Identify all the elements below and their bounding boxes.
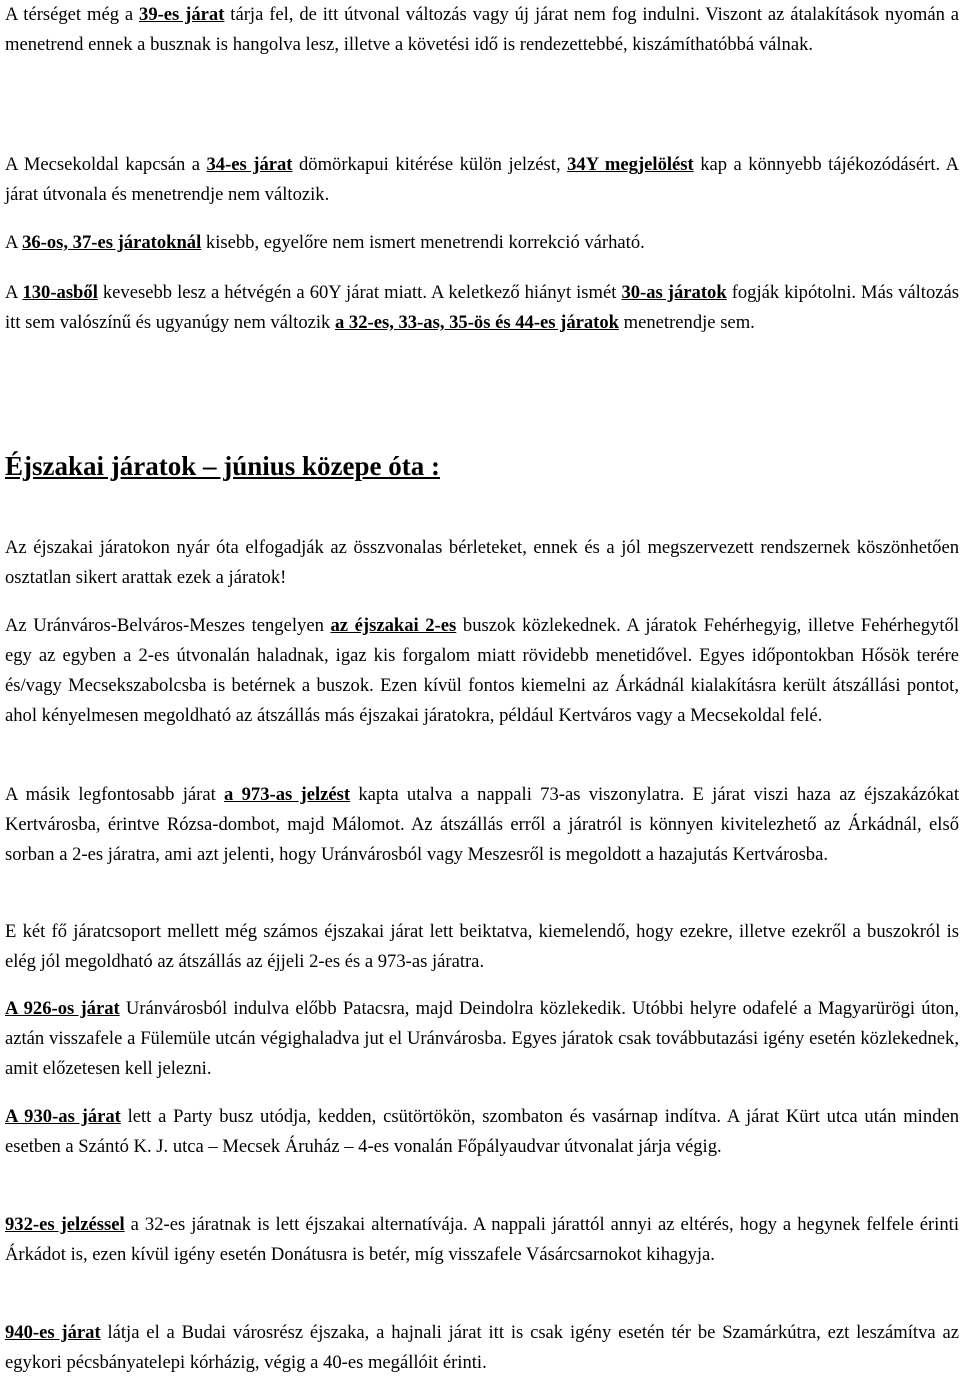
paragraph-text: Az éjszakai járatokon nyár óta elfogadják az összvonalas bérleteket, ennek és a jól megszervezett rendszernek köszönhetően osztatlan sikert arattak ezek a járatok! bbox=[5, 537, 959, 588]
route-highlight: 30-as járatok bbox=[621, 282, 727, 303]
paragraph-text: E két fő járatcsoport mellett még számos éjszakai járat lett beiktatva, kiemelendő, hogy ezekre, illetve ezekről a buszokról is elég jól megoldható az átszállás az éjjeli 2-es és a 973-as járatra. bbox=[5, 921, 959, 972]
route-highlight: 130-asből bbox=[22, 282, 98, 303]
paragraph-text: A másik legfontosabb járat bbox=[5, 784, 225, 805]
paragraph-text: Uránvárosból indulva előbb Patacsra, majd Deindolra közlekedik. Utóbbi helyre odafelé a Magyarürögi úton, aztán visszafele a Fülemüle utcán végighaladva jut el Uránvárosba. Egyes járatok csak továbbutazási igény esetén közlekednek, amit előzetesen kell jelezni. bbox=[5, 998, 960, 1079]
paragraph-text: kap a könnyebb tájékozódásért. A járat útvonala és menetrendje nem változik. bbox=[5, 154, 960, 205]
route-highlight: 940-es járat bbox=[5, 1322, 101, 1343]
paragraph-text: menetrendje sem. bbox=[619, 312, 755, 333]
paragraph-text: A bbox=[5, 282, 23, 303]
section-heading-night-routes: Éjszakai járatok – június közepe óta : bbox=[5, 451, 441, 481]
paragraph-night-route-930 bbox=[5, 1102, 959, 1162]
paragraph-text: A Mecsekoldal kapcsán a bbox=[5, 154, 207, 175]
paragraph-night-route-940 bbox=[5, 1318, 959, 1378]
paragraph-text: dömörkapui kitérése külön jelzést, bbox=[292, 154, 568, 175]
paragraph-text: A térséget még a bbox=[5, 4, 140, 25]
paragraph-route-39 bbox=[5, 0, 959, 60]
route-highlight: A 926-os járat bbox=[5, 998, 120, 1019]
route-highlight: a 973-as jelzést bbox=[224, 784, 351, 805]
route-highlight: 36-os, 37-es járatoknál bbox=[22, 232, 202, 253]
paragraph-text: fogják kipótolni. Más változás itt sem valószínű és ugyanúgy nem változik bbox=[5, 282, 959, 333]
paragraph-text: kapta utalva a nappali 73-as viszonylatra. E járat viszi haza az éjszakázókat Kertvárosba, érintve Rózsa-dombot, majd Málomot. Az átszállás erről a járatról is könnyen kivitelezhető az Árkádnál, első sorban a 2-es járatra, ami azt jelenti, hogy Uránvárosból vagy Meszesről is megoldott a hazajutás Kertvárosba. bbox=[5, 784, 959, 865]
paragraph-route-36-37 bbox=[5, 228, 959, 258]
paragraph-text: Az Uránváros-Belváros-Meszes tengelyen bbox=[5, 615, 331, 636]
route-highlight: a 32-es, 33-as, 35-ös és 44-es járatok bbox=[334, 312, 620, 333]
route-highlight: 39-es járat bbox=[139, 4, 225, 25]
paragraph-night-route-926 bbox=[5, 994, 959, 1084]
route-highlight: az éjszakai 2-es bbox=[330, 615, 457, 636]
route-highlight: 932-es jelzéssel bbox=[5, 1214, 125, 1235]
paragraph-text: a 32-es járatnak is lett éjszakai alternatívája. A nappali járattól annyi az eltérés, hogy a hegynek felfele érinti Árkádot is, ezen kívül igény esetén Donátusra is betér, míg visszafele Vásárcsarnokot kihagyja. bbox=[5, 1214, 959, 1265]
paragraph-night-passes bbox=[5, 533, 959, 593]
paragraph-text: buszok közlekednek. A járatok Fehérhegyig, illetve Fehérhegytől egy az egyben a 2-es útvonalán haladnak, igaz kis forgalom miatt rövidebb menetidővel. Egyes időpontokban Hősök terére és/vagy Mecsekszabolcsba is betérnek a buszok. Ezen kívül fontos kiemelni az Árkádnál kialakításra került átszállási pontot, ahol kényelmesen megoldható az átszállás más éjszakai járatokra, például Kertváros vagy a Mecsekoldal felé. bbox=[5, 615, 960, 726]
paragraph-text: kisebb, egyelőre nem ismert menetrendi korrekció várható. bbox=[201, 232, 645, 253]
paragraph-night-route-2 bbox=[5, 611, 959, 731]
paragraph-other-night-routes bbox=[5, 917, 959, 977]
paragraph-text: lett a Party busz utódja, kedden, csütörtökön, szombaton és vasárnap indítva. A járat Kürt utca után minden esetben a Szántó K. J. utca – Mecsek Áruház – 4-es vonalán Főpályaudvar útvonalat járja végig. bbox=[5, 1106, 959, 1157]
route-highlight: A 930-as járat bbox=[5, 1106, 121, 1127]
paragraph-text: tárja fel, de itt útvonal változás vagy új járat nem fog indulni. Viszont az átalakítások nyomán a menetrend ennek a busznak is hangolva lesz, illetve a követési idő is rendezettebbé, kiszámíthatóbbá válnak. bbox=[5, 4, 960, 55]
paragraph-night-route-973 bbox=[5, 780, 959, 870]
paragraph-text: látja el a Budai városrész éjszaka, a hajnali járat itt is csak igény esetén tér be Szamárkútra, ezt leszámítva az egykori pécsbányatelepi kórházig, végig a 40-es megállóit érinti. bbox=[5, 1322, 959, 1373]
paragraph-night-route-932 bbox=[5, 1210, 959, 1270]
paragraph-route-34 bbox=[5, 150, 959, 210]
paragraph-text: kevesebb lesz a hétvégén a 60Y járat miatt. A keletkező hiányt ismét bbox=[97, 282, 622, 303]
paragraph-text: A bbox=[5, 232, 23, 253]
route-highlight: 34-es járat bbox=[206, 154, 293, 175]
paragraph-route-130 bbox=[5, 278, 959, 338]
route-highlight: 34Y megjelölést bbox=[567, 154, 694, 175]
